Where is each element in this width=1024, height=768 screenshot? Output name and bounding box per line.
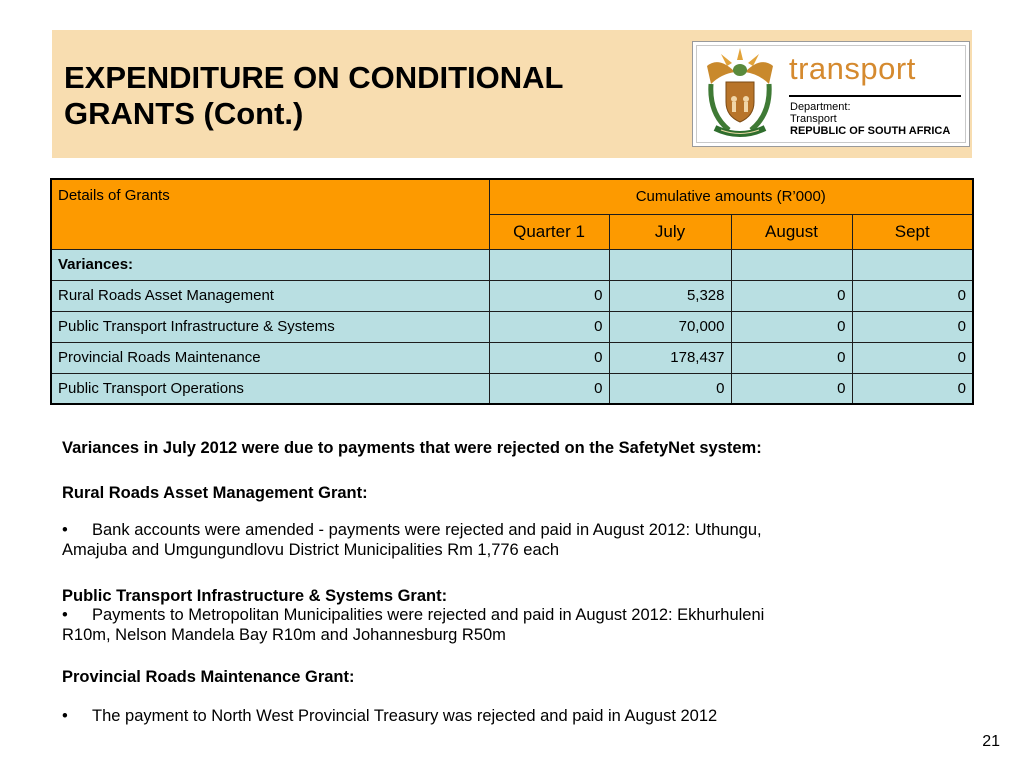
table-cell: 0 [731,373,852,404]
rural-roads-heading: Rural Roads Asset Management Grant: [62,484,368,502]
logo-line-transport: Transport [790,113,837,125]
rural-roads-bullet [62,520,762,560]
table-cell: 178,437 [609,342,731,373]
table-cell [609,249,731,280]
prm-heading: Provincial Roads Maintenance Grant: [62,668,355,686]
table-cell: 0 [489,373,609,404]
bullet-icon: • [62,521,68,539]
header-cumulative-amounts: Cumulative amounts (R’000) [489,179,973,214]
table-cell: 0 [852,342,973,373]
row-label: Public Transport Infrastructure & Systems [51,311,489,342]
table-cell [489,249,609,280]
logo-wordmark: transport [789,51,916,86]
table-row [51,280,973,311]
ptis-bullet [62,605,764,645]
table-cell: 0 [489,280,609,311]
table-row [51,342,973,373]
ptis-bullet-line-1: Payments to Metropolitan Municipalities were rejected and paid in August 2012: Ekhurhuleni [92,606,765,624]
table-row [51,311,973,342]
title-band [52,30,972,158]
logo-line-department: Department: [790,101,851,113]
transport-logo [692,41,970,147]
row-label: Rural Roads Asset Management [51,280,489,311]
section-label: Variances: [51,249,489,280]
table-cell [852,249,973,280]
bullet-icon: • [62,707,68,725]
header-sept: Sept [852,214,973,249]
table-header-row [51,179,973,214]
table-cell: 0 [489,311,609,342]
table-cell: 5,328 [609,280,731,311]
table-cell: 70,000 [609,311,731,342]
table-cell: 0 [489,342,609,373]
notes-intro: Variances in July 2012 were due to payments that were rejected on the SafetyNet system: [62,439,762,457]
table-cell: 0 [852,280,973,311]
row-label: Provincial Roads Maintenance [51,342,489,373]
bullet-icon: • [62,606,68,624]
logo-department-text [790,101,950,137]
grants-table [50,178,974,405]
logo-line-country: REPUBLIC OF SOUTH AFRICA [790,125,951,137]
header-details-of-grants: Details of Grants [51,179,489,249]
coat-of-arms-icon [699,44,781,140]
table-cell: 0 [731,342,852,373]
rural-roads-bullet-line-1: Bank accounts were amended - payments were rejected and paid in August 2012: Uthungu, [92,521,762,539]
header-august: August [731,214,852,249]
rural-roads-bullet-line-2: Amajuba and Umgungundlovu District Municipalities Rm 1,776 each [62,541,560,559]
table-row [51,373,973,404]
header-quarter-1: Quarter 1 [489,214,609,249]
ptis-bullet-line-2: R10m, Nelson Mandela Bay R10m and Johannesburg R50m [62,626,506,644]
table-cell: 0 [609,373,731,404]
prm-bullet [62,706,717,726]
logo-divider [789,95,961,97]
page-title [64,60,664,132]
table-cell: 0 [731,280,852,311]
prm-bullet-text: The payment to North West Provincial Treasury was rejected and paid in August 2012 [92,707,718,725]
row-label: Public Transport Operations [51,373,489,404]
header-july: July [609,214,731,249]
page-number: 21 [982,733,1000,750]
page-title-line-2: GRANTS (Cont.) [64,96,304,131]
page-title-line-1: EXPENDITURE ON CONDITIONAL [64,60,564,95]
table-cell: 0 [852,373,973,404]
table-cell [731,249,852,280]
ptis-heading: Public Transport Infrastructure & Systems Grant: [62,587,448,605]
table-section-row [51,249,973,280]
table-cell: 0 [852,311,973,342]
table-cell: 0 [731,311,852,342]
